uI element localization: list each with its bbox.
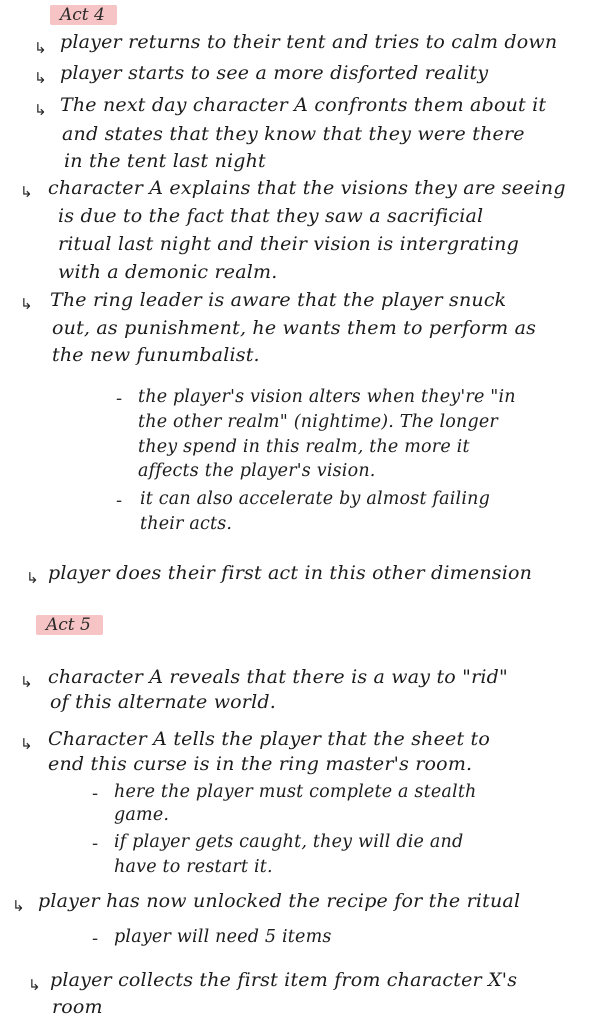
act4-final-item: player does their first act in this other dimension (48, 562, 533, 584)
act5-item-1-line-2: of this alternate world. (50, 691, 276, 713)
act-4-heading: Act 4 (50, 5, 117, 25)
dash-bullet: - (92, 928, 99, 949)
dash-bullet: - (116, 388, 123, 409)
act4-subitem-2-line-1: it can also accelerate by almost failing (140, 489, 491, 509)
arrow-bullet-icon: ↳ (26, 569, 39, 587)
act5-item-4-line-1: player collects the first item from character X's (50, 969, 518, 991)
arrow-bullet-icon: ↳ (34, 101, 47, 119)
act5-item-2-line-2: end this curse is in the ring master's room. (48, 753, 473, 775)
act5-item-4-line-2: room (52, 996, 103, 1018)
act5-subitem-1-line-2: game. (114, 805, 170, 825)
act5-subitem-b: player will need 5 items (114, 927, 332, 947)
arrow-bullet-icon: ↳ (20, 183, 33, 201)
act4-item-4-line-3: ritual last night and their vision is intergrating (58, 233, 519, 255)
act5-subitem-1-line-1: here the player must complete a stealth (114, 782, 477, 802)
arrow-bullet-icon: ↳ (20, 735, 33, 753)
act4-item-4-line-2: is due to the fact that they saw a sacrificial (58, 205, 484, 227)
act5-item-3: player has now unlocked the recipe for the ritual (38, 890, 521, 912)
act5-subitem-2-line-1: if player gets caught, they will die and (114, 832, 464, 852)
act4-subitem-2-line-2: their acts. (140, 514, 233, 534)
dash-bullet: - (116, 490, 123, 511)
arrow-bullet-icon: ↳ (20, 673, 33, 691)
act5-item-1-line-1: character A reveals that there is a way to "rid" (48, 666, 508, 688)
act4-subitem-1-line-1: the player's vision alters when they're "in (138, 387, 516, 407)
dash-bullet: - (92, 783, 99, 804)
act-5-heading: Act 5 (36, 615, 103, 635)
act4-item-4-line-4: with a demonic realm. (58, 261, 278, 283)
act4-item-3-line-1: The next day character A confronts them about it (60, 94, 547, 116)
arrow-bullet-icon: ↳ (34, 69, 47, 87)
act4-subitem-1-line-3: they spend in this realm, the more it (138, 437, 470, 457)
act4-subitem-1-line-4: affects the player's vision. (138, 461, 376, 481)
act4-item-4-line-1: character A explains that the visions they are seeing (48, 177, 566, 199)
arrow-bullet-icon: ↳ (12, 897, 25, 915)
act4-item-5-line-1: The ring leader is aware that the player snuck (50, 289, 507, 311)
act4-subitem-1-line-2: the other realm" (nightime). The longer (138, 412, 498, 432)
act4-item-5-line-3: the new funumbalist. (52, 344, 260, 366)
dash-bullet: - (92, 833, 99, 854)
act5-item-2-line-1: Character A tells the player that the sheet to (48, 728, 491, 750)
act5-subitem-2-line-2: have to restart it. (114, 857, 273, 877)
act4-item-3-line-2: and states that they know that they were there (62, 123, 525, 145)
arrow-bullet-icon: ↳ (34, 39, 47, 57)
act4-item-2: player starts to see a more disforted reality (60, 62, 489, 84)
act4-item-3-line-3: in the tent last night (64, 150, 266, 172)
act4-item-1: player returns to their tent and tries to calm down (60, 31, 558, 53)
arrow-bullet-icon: ↳ (20, 295, 33, 313)
arrow-bullet-icon: ↳ (28, 976, 41, 994)
act4-item-5-line-2: out, as punishment, he wants them to perform as (52, 317, 537, 339)
